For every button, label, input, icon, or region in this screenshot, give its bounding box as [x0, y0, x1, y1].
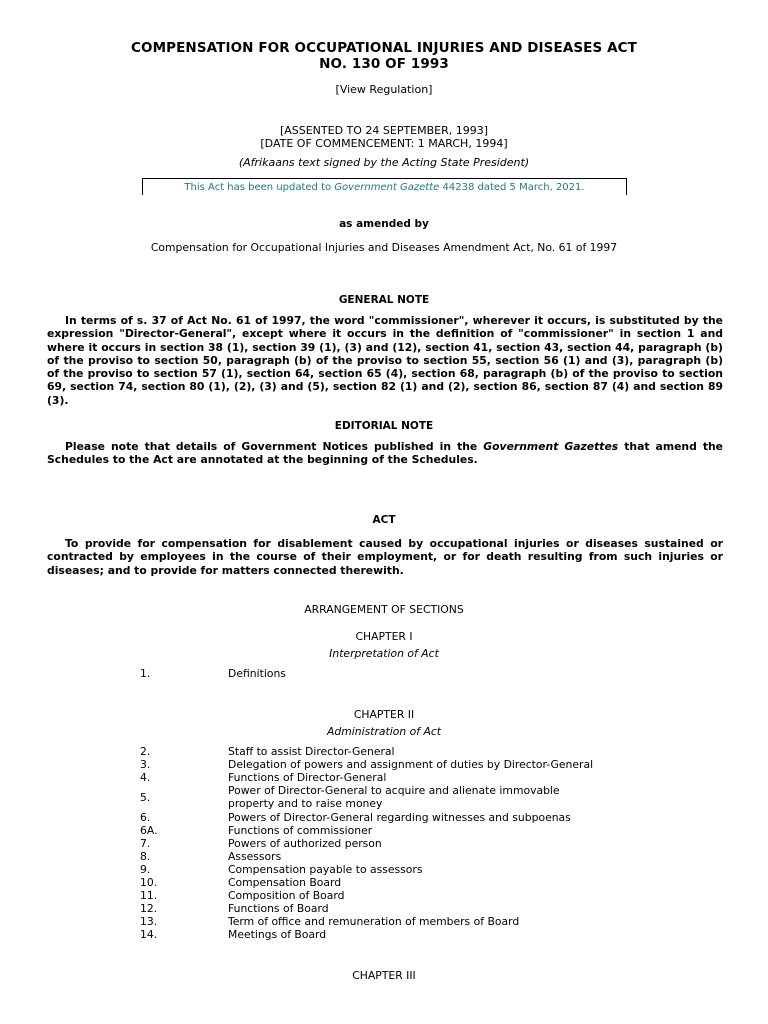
afrikaans-note: (Afrikaans text signed by the Acting State President) [238, 156, 530, 169]
update-notice-suffix: 44238 dated 5 March, 2021. [439, 182, 585, 193]
amended-heading: as amended by [339, 218, 429, 230]
section-number: 9. [140, 863, 151, 876]
chapter2-label: CHAPTER II [353, 708, 415, 721]
general-note-heading: GENERAL NOTE [338, 294, 430, 306]
chapter2-title: Administration of Act [326, 725, 442, 738]
editorial-note-text-after: that amend the Schedules to the Act are annotated at the beginning of the Schedules. [47, 440, 723, 467]
section-number: 6. [140, 811, 151, 824]
view-regulation-link[interactable]: [View Regulation] [335, 83, 433, 96]
section-title: Meetings of Board [228, 928, 327, 941]
section-title: Compensation payable to assessors [228, 863, 423, 876]
update-notice-box [142, 178, 627, 195]
update-notice-gazette: Government Gazette [334, 182, 440, 193]
section-title: Power of Director-General to acquire and alienate immovable property and to raise money [228, 784, 560, 810]
arrangement-heading: ARRANGEMENT OF SECTIONS [304, 603, 464, 616]
act-title-line1: COMPENSATION FOR OCCUPATIONAL INJURIES AND DISEASES ACT [131, 40, 637, 56]
editorial-note-heading: EDITORIAL NOTE [334, 420, 434, 432]
section-number: 14. [140, 928, 158, 941]
section-title: Staff to assist Director-General [228, 745, 395, 758]
general-note-text: In terms of s. 37 of Act No. 61 of 1997, the word "commissioner", wherever it occurs, is substituted by the expression "Director-General", except where it occurs in the definition of "commissioner" in section 1 and where it occurs in section 38 (1), section 39 (1), (3) and (12), section 41, section 43, section 44, paragraph (b) of the proviso to section 50, paragraph (b) of the proviso to section 55, section 56 (1) and (3), paragraph (b) of the proviso to section 57 (1), section 64, section 65 (4), section 68, paragraph (b) of the proviso to section 69, section 74, section 80 (1), (2), (3) and (5), section 82 (1) and (2), section 86, section 87 (4) and section 89 (3). [47, 314, 723, 407]
update-notice-prefix: This Act has been updated to [184, 182, 335, 193]
section-title: Powers of Director-General regarding witnesses and subpoenas [228, 811, 571, 824]
section-number: 7. [140, 837, 151, 850]
section-title: Term of office and remuneration of members of Board [228, 915, 520, 928]
editorial-note-text [47, 440, 723, 467]
editorial-note-italic: Government Gazettes [483, 440, 619, 453]
section-title: Powers of authorized person [228, 837, 382, 850]
editorial-note-text-before: Please note that details of Government Notices published in the [65, 440, 484, 453]
amendment-act: Compensation for Occupational Injuries and Diseases Amendment Act, No. 61 of 1997 [150, 241, 618, 254]
section-number: 3. [140, 758, 151, 771]
act-heading: ACT [372, 514, 396, 526]
section-title: Functions of Board [228, 902, 329, 915]
section-title: Definitions [228, 667, 286, 680]
section-title: Assessors [228, 850, 282, 863]
act-long-title: To provide for compensation for disablement caused by occupational injuries or diseases sustained or contracted by employees in the course of their employment, or for death resulting from such injuries or diseases; and to provide for matters connected therewith. [47, 537, 723, 577]
chapter1-label: CHAPTER I [355, 630, 413, 643]
chapter3-label: CHAPTER III [352, 969, 416, 982]
section-title: Compensation Board [228, 876, 342, 889]
section-number: 11. [140, 889, 158, 902]
section-row[interactable] [140, 784, 640, 810]
section-number: 6A. [140, 824, 158, 837]
section-number: 8. [140, 850, 151, 863]
commencement-date: [DATE OF COMMENCEMENT: 1 MARCH, 1994] [260, 137, 508, 150]
act-title-line2: NO. 130 OF 1993 [319, 56, 449, 72]
section-number: 2. [140, 745, 151, 758]
section-title: Composition of Board [228, 889, 345, 902]
section-number: 12. [140, 902, 158, 915]
section-title: Delegation of powers and assignment of duties by Director-General [228, 758, 594, 771]
section-number: 4. [140, 771, 151, 784]
section-number: 5. [140, 791, 151, 804]
section-title: Functions of commissioner [228, 824, 373, 837]
section-number: 13. [140, 915, 158, 928]
chapter1-title: Interpretation of Act [329, 647, 439, 660]
section-number: 10. [140, 876, 158, 889]
section-number: 1. [140, 667, 151, 680]
assented-date: [ASSENTED TO 24 SEPTEMBER, 1993] [279, 124, 489, 137]
section-title: Functions of Director-General [228, 771, 387, 784]
